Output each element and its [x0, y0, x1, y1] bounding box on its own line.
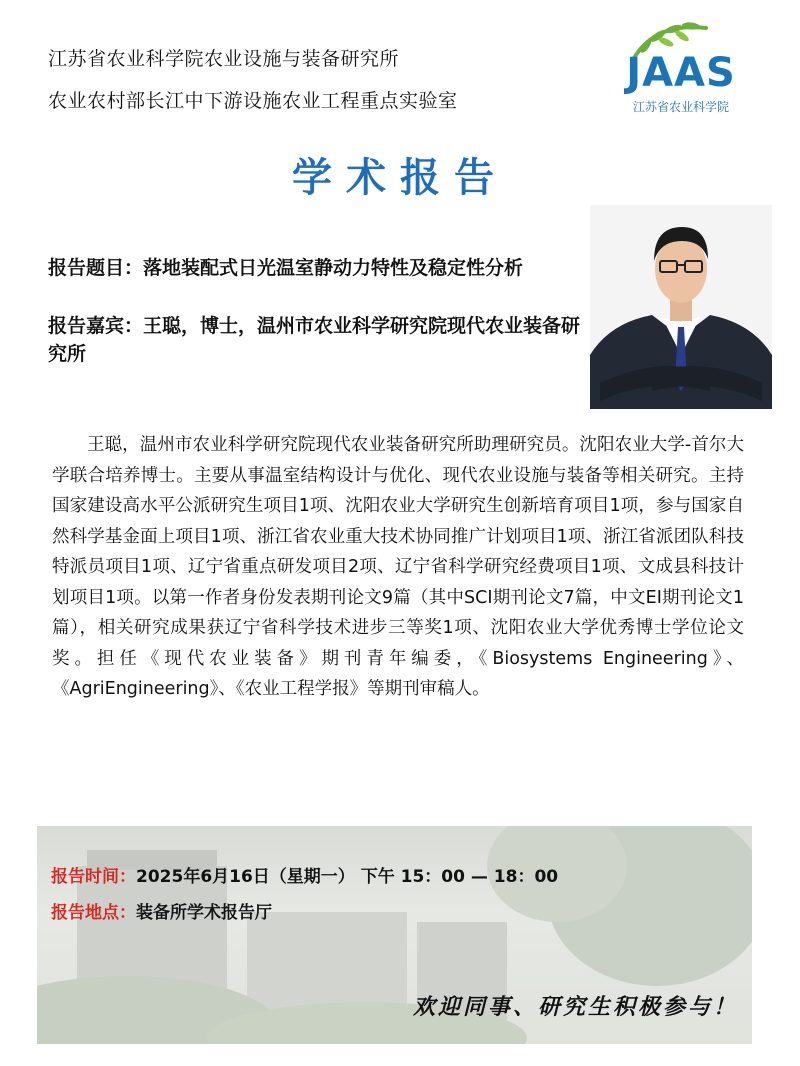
welcome-message: 欢迎同事、研究生积极参与！ — [412, 994, 738, 1020]
schedule-banner — [37, 826, 752, 1044]
topic-value: 落地装配式日光温室静动力特性及稳定性分析 — [143, 257, 524, 279]
report-time — [51, 862, 558, 887]
logo-subtitle: 江苏省农业科学院 — [632, 100, 729, 114]
institute-name-line1: 江苏省农业科学院农业设施与装备研究所 — [48, 48, 400, 70]
topic-label: 报告题目： — [48, 257, 144, 279]
place-label: 报告地点： — [51, 903, 136, 923]
logo-text: JAAS — [626, 50, 736, 96]
speaker-biography: 王聪，温州市农业科学研究院现代农业装备研究所助理研究员。沈阳农业大学-首尔大学联合培养博士。主要从事温室结构设计与优化、现代农业设施与装备等相关研究。主持国家建设高水平公派研究生项目1项、沈阳农业大学研究生创新培育项目1项，参与国家自然科学基金面上项目1项、浙江省农业重大技术协同推广计划项目1项、浙江省派团队科技特派员项目1项、辽宁省重点研发项目2项、辽宁省科学研究经费项目1项、文成县科技计划项目1项。以第一作者身份发表期刊论文9篇（其中SCI期刊论文7篇，中文EI期刊论文1篇），相关研究成果获辽宁省科学技术进步三等奖1项、沈阳农业大学优秀博士学位论文奖。担任《现代农业装备》期刊青年编委，《Biosystems Engineering》、《AgriEngineering》、《农业工程学报》等期刊审稿人。 — [52, 435, 744, 699]
guest-value: 王聪，博士，温州市农业科学研究院现代农业装备研究所 — [48, 315, 581, 365]
time-label: 报告时间： — [51, 867, 136, 887]
report-place — [51, 898, 272, 923]
time-value: 2025年6月16日（星期一） 下午 15：00 — 18：00 — [136, 867, 559, 887]
guest-label: 报告嘉宾： — [48, 315, 144, 337]
page-title: 学术报告 — [292, 154, 508, 201]
place-value: 装备所学术报告厅 — [136, 903, 272, 923]
jaas-logo — [616, 20, 746, 116]
institute-name-line2: 农业农村部长江中下游设施农业工程重点实验室 — [48, 90, 458, 112]
speaker-photo — [590, 205, 772, 409]
report-guest — [48, 312, 588, 368]
report-topic — [48, 254, 588, 282]
